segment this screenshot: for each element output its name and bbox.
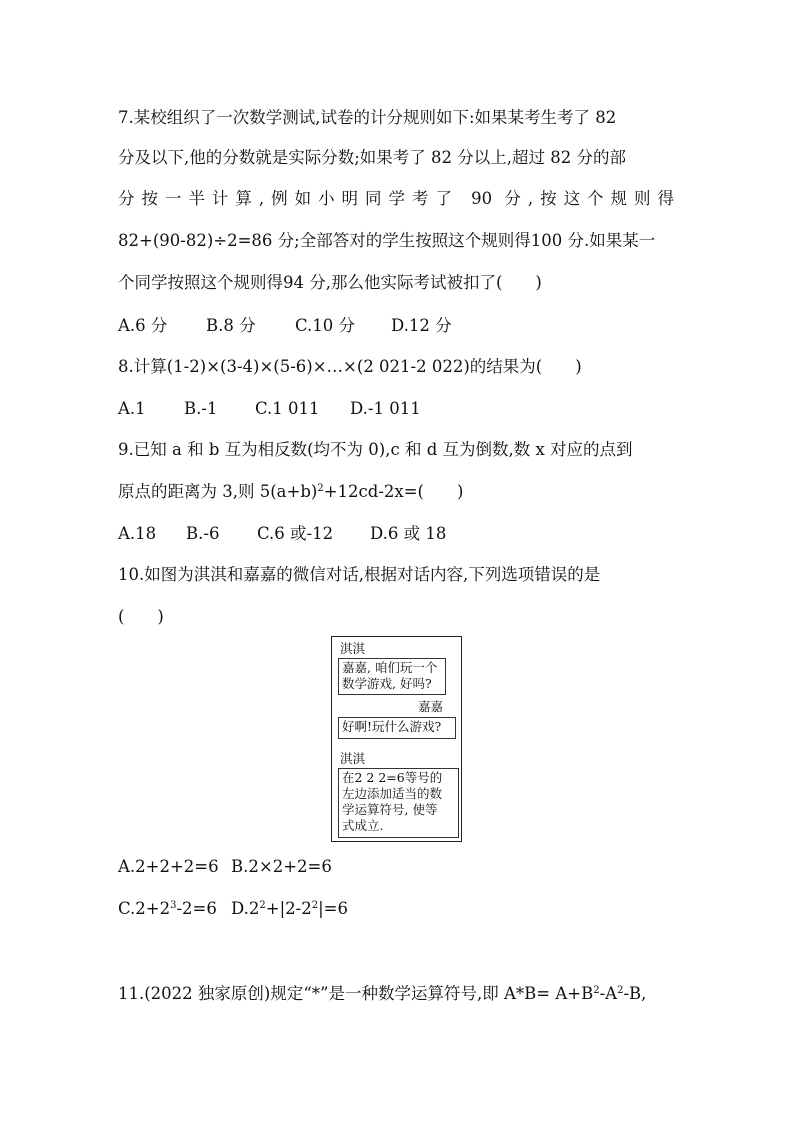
q9-line1: 9.已知 a 和 b 互为相反数(均不为 0),c 和 d 互为倒数,数 x 对应的点到 bbox=[118, 440, 633, 459]
chat-bubble-3-line3: 学运算符号, 使等 bbox=[342, 802, 438, 817]
chat-bubble-1-line2: 数学游戏, 好吗? bbox=[342, 676, 432, 691]
speaker-qiqi-2: 淇淇 bbox=[340, 751, 366, 766]
q11-mid: -A bbox=[599, 984, 618, 1003]
speaker-jiajia: 嘉嘉 bbox=[418, 699, 444, 714]
q8-option-b: B.-1 bbox=[184, 399, 218, 418]
q7-option-b: B.8 分 bbox=[206, 316, 256, 335]
q10-line1: 10.如图为淇淇和嘉嘉的微信对话,根据对话内容,下列选项错误的是 bbox=[118, 565, 601, 584]
q7-option-a: A.6 分 bbox=[118, 316, 168, 335]
chat-bubble-1-line1: 嘉嘉, 咱们玩一个 bbox=[342, 660, 438, 675]
chat-bubble-3-line2: 左边添加适当的数 bbox=[342, 786, 443, 801]
q7-options bbox=[118, 315, 452, 337]
chat-bubble-2-text: 好啊!玩什么游戏? bbox=[342, 719, 442, 734]
q9-option-c: C.6 或-12 bbox=[257, 524, 334, 543]
q10-option-b: B.2×2+2=6 bbox=[231, 857, 332, 876]
speaker-qiqi-1: 淇淇 bbox=[340, 641, 366, 656]
q10-option-d-pre: D.2 bbox=[231, 899, 260, 918]
q10-options-ab bbox=[118, 856, 332, 878]
q7-option-c: C.10 分 bbox=[295, 316, 356, 335]
q11-line1 bbox=[118, 983, 646, 1005]
q9-options bbox=[118, 523, 446, 545]
chat-bubble-3-line1: 在2 2 2=6等号的 bbox=[342, 770, 443, 785]
q10-option-c bbox=[118, 898, 231, 920]
q7-line4: 82+(90-82)÷2=86 分;全部答对的学生按照这个规则得100 分.如果某一 bbox=[118, 231, 656, 250]
q10-option-d-sup1: 2 bbox=[259, 900, 266, 911]
q11-sup1: 2 bbox=[593, 985, 600, 996]
wechat-chat-figure bbox=[331, 636, 462, 842]
q7-line3: 分按一半计算,例如小明同学考了 90 分,按这个规则得 bbox=[118, 189, 674, 208]
q8-options bbox=[118, 398, 421, 420]
q9-line2-pre: 原点的距离为 3,则 5(a+b) bbox=[118, 482, 318, 501]
q8-option-c: C.1 011 bbox=[255, 399, 320, 418]
q10-options-cd bbox=[118, 898, 348, 920]
q7-option-d: D.12 分 bbox=[391, 316, 452, 335]
q10-line2: ( ) bbox=[118, 607, 164, 626]
q8-option-a: A.1 bbox=[118, 399, 146, 418]
q11-post: -B, bbox=[623, 984, 647, 1003]
q8-line1: 8.计算(1-2)×(3-4)×(5-6)×…×(2 021-2 022)的结果为( ) bbox=[118, 357, 582, 376]
q9-option-b: B.-6 bbox=[186, 524, 220, 543]
q9-option-d: D.6 或 18 bbox=[370, 524, 447, 543]
q9-line2-post: +12cd-2x=( ) bbox=[323, 482, 464, 501]
q11-sup2: 2 bbox=[617, 985, 624, 996]
q11-pre: 11.(2022 独家原创)规定“*”是一种数学运算符号,即 A*B= A+B bbox=[118, 984, 594, 1003]
chat-bubble-1 bbox=[338, 658, 446, 695]
q10-option-d-sup2: 2 bbox=[311, 900, 319, 911]
q9-line2-sup: 2 bbox=[317, 483, 324, 494]
chat-bubble-2 bbox=[338, 717, 456, 739]
q9-line2 bbox=[118, 481, 463, 503]
chat-bubble-3 bbox=[338, 768, 459, 838]
q10-option-d-mid: +|2-2 bbox=[265, 899, 312, 918]
q7-line1: 7.某校组织了一次数学测试,试卷的计分规则如下:如果某考生考了 82 bbox=[118, 108, 617, 127]
q10-option-a: A.2+2+2=6 bbox=[118, 857, 219, 876]
q7-line5: 个同学按照这个规则得94 分,那么他实际考试被扣了( ) bbox=[118, 273, 542, 292]
q10-option-d bbox=[231, 898, 348, 920]
q10-option-d-post: |=6 bbox=[318, 899, 348, 918]
q10-option-c-sup: 3 bbox=[170, 900, 177, 911]
q8-option-d: D.-1 011 bbox=[350, 399, 421, 418]
q7-line2: 分及以下,他的分数就是实际分数;如果考了 82 分以上,超过 82 分的部 bbox=[118, 148, 627, 167]
chat-bubble-3-line4: 式成立. bbox=[342, 818, 384, 833]
q9-option-a: A.18 bbox=[118, 524, 157, 543]
q10-option-c-pre: C.2+2 bbox=[118, 899, 171, 918]
q10-option-c-post: -2=6 bbox=[176, 899, 217, 918]
